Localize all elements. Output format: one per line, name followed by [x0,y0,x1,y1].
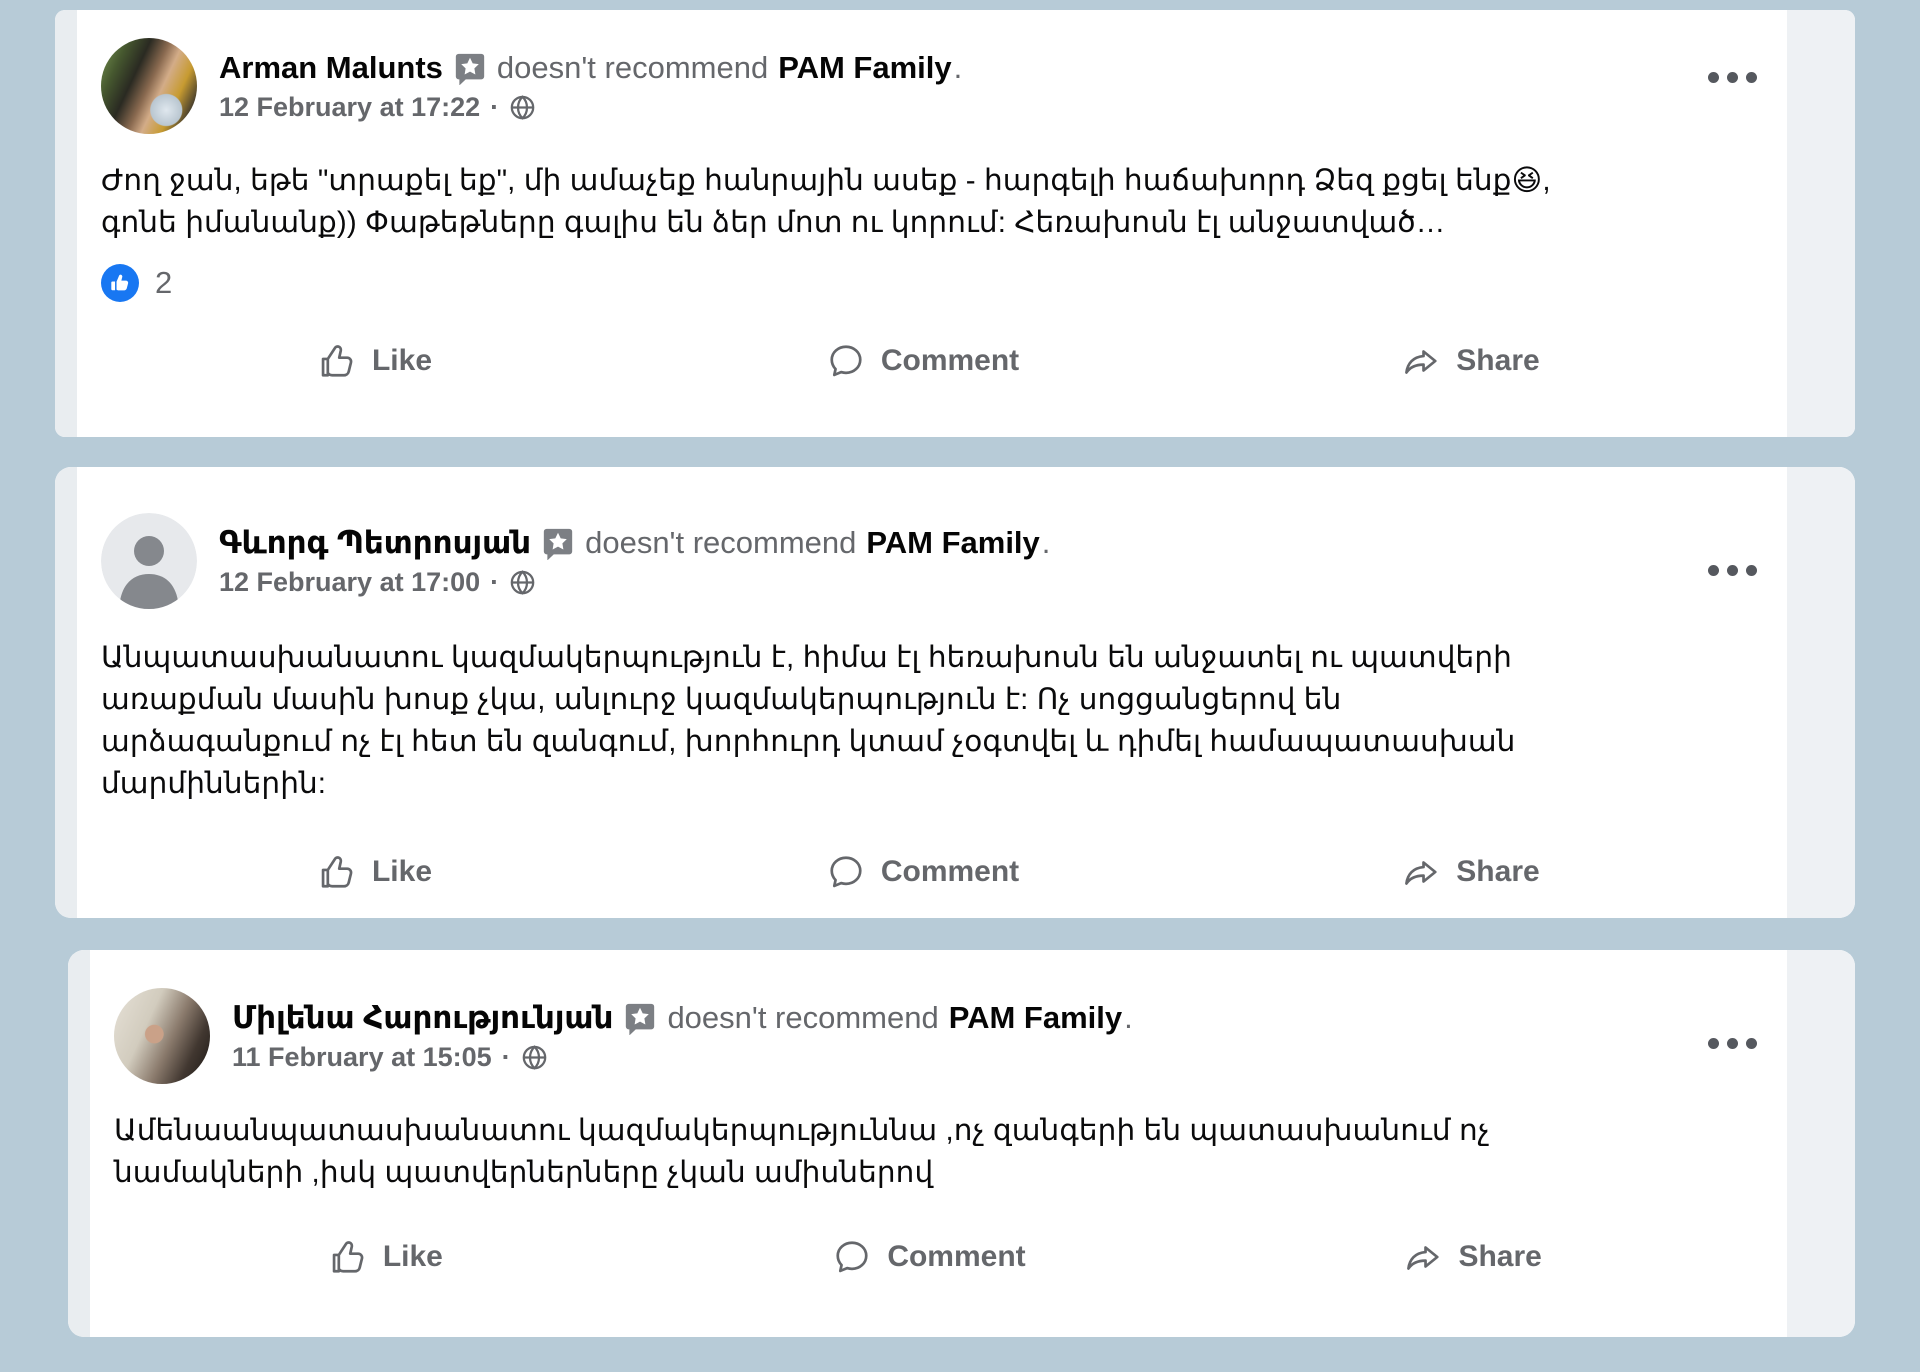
post-options-menu-icon[interactable] [1708,72,1757,83]
post-options-menu-icon[interactable] [1708,565,1757,576]
comment-label: Comment [880,854,1020,888]
timestamp[interactable]: 12 February at 17:22 [219,92,481,123]
share-button[interactable] [1201,1224,1745,1290]
like-icon [329,1238,367,1276]
post-body-text: Ամենաանպատասխանատու կազմակերպություննա ,ոչ զանգերի են պատասխանում ոչ նամակների ,իսկ պատվերներները չկան ամիսներով [114,1114,1490,1189]
page-name[interactable]: PAM Family [948,999,1123,1035]
comment-icon [833,1238,871,1276]
share-icon [1404,1238,1442,1276]
author-name[interactable]: Միլենա Հարությունյան [232,999,614,1035]
share-button[interactable] [1197,328,1745,394]
like-reaction-icon[interactable] [101,264,139,302]
review-badge-icon [453,51,487,85]
period: . [1041,524,1051,560]
review-post-1 [55,10,1855,437]
comment-label: Comment [887,1239,1026,1273]
default-avatar[interactable] [101,513,197,609]
period: . [1124,999,1133,1035]
globe-icon [509,94,536,121]
period: . [953,49,963,85]
reactions-row [101,264,1745,302]
post-options-menu-icon[interactable] [1708,1038,1757,1049]
avatar[interactable] [101,38,197,134]
review-post-2 [55,467,1855,918]
comment-button[interactable] [649,328,1197,394]
share-icon [1402,342,1440,380]
recommend-text: doesn't recommend [667,999,939,1035]
globe-icon [521,1044,548,1071]
like-icon [318,342,356,380]
like-label: Like [371,854,433,888]
actions-bar [114,1224,1745,1290]
review-post-3 [68,950,1855,1337]
timestamp[interactable]: 11 February at 15:05 [232,1042,492,1073]
like-count[interactable]: 2 [155,264,173,300]
like-label: Like [382,1239,443,1273]
post-header [114,988,1745,1084]
review-badge-icon [541,526,575,560]
author-name[interactable]: Գևորգ Պետրոսյան [219,524,532,560]
share-button[interactable] [1197,839,1745,905]
actions-bar [101,839,1745,905]
page-name[interactable]: PAM Family [866,524,1040,560]
dot-separator: · [490,92,500,123]
share-label: Share [1456,343,1540,377]
like-button[interactable] [101,839,649,905]
share-icon [1402,853,1440,891]
post-header [101,38,1745,134]
like-button[interactable] [114,1224,658,1290]
recommend-text: doesn't recommend [585,524,857,560]
comment-button[interactable] [658,1224,1202,1290]
comment-icon [827,853,865,891]
author-name[interactable]: Arman Malunts [219,49,443,85]
post-body-text: Անպատասխանատու կազմակերպություն է, հիմա էլ հեռախոսն են անջատել ու պատվերի առաքման մասին խոսք չկա, անլուրջ կազմակերպություն է: Ոչ սոցցանցերով են արձագանքում ոչ էլ հետ են զանգում, խորհուրդ կտամ չօգտվել և դիմել համապատասխան մարմիններին: [101,641,1516,800]
post-body-text: Ժող ջան, եթե "տրաքել եք", մի ամաչեք հանրային ասեք - հարգելի հաճախորդ Ձեզ քցել ենք😆, գոնե իմանանք)) Փաթեթները գալիս են ձեր մոտ ու կորում: Հեռախոսն էլ անջատված… [101,164,1551,239]
globe-icon [509,569,536,596]
dot-separator: · [490,567,500,598]
like-icon [318,853,356,891]
comment-icon [827,342,865,380]
share-label: Share [1456,854,1540,888]
review-badge-icon [623,1001,657,1035]
timestamp[interactable]: 12 February at 17:00 [219,567,481,598]
dot-separator: · [501,1042,511,1073]
avatar[interactable] [114,988,210,1084]
like-button[interactable] [101,328,649,394]
comment-button[interactable] [649,839,1197,905]
share-label: Share [1458,1239,1542,1273]
page-name[interactable]: PAM Family [778,49,952,85]
like-label: Like [371,343,433,377]
comment-label: Comment [880,343,1020,377]
recommend-text: doesn't recommend [496,49,769,85]
post-header [101,513,1745,609]
actions-bar [101,328,1745,394]
